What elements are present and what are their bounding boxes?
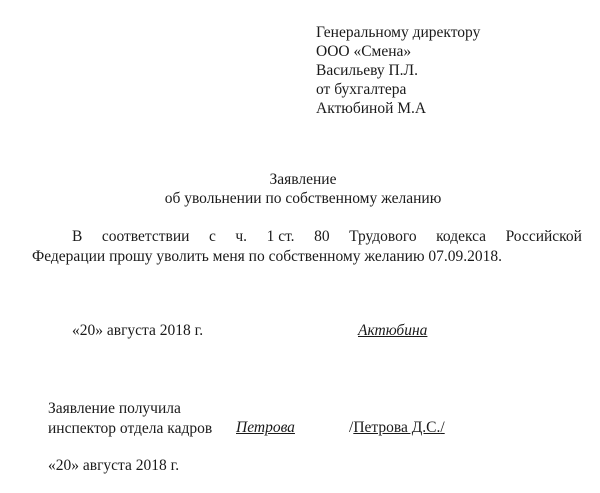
receiver-name-open-slash: / [349, 419, 354, 436]
receiver-name-close-slash: / [440, 419, 445, 436]
receipt-block [48, 399, 212, 439]
body-word: Трудового [349, 228, 417, 245]
sender-position: от бухгалтера [316, 81, 407, 98]
body-paragraph [32, 227, 582, 267]
title-line-1: Заявление [269, 171, 337, 188]
receipt-date: «20» августа 2018 г. [48, 457, 180, 474]
receiver-name [349, 419, 445, 437]
applicant-signature: Актюбина [358, 322, 428, 339]
receipt-line-1: Заявление получила [48, 400, 181, 417]
receiver-name-text: Петрова Д.С. [353, 419, 441, 436]
document-title [0, 170, 600, 208]
body-word: ч. [235, 228, 248, 245]
body-line-1 [32, 227, 582, 247]
title-line-2: об увольнении по собственному желанию [164, 190, 442, 207]
body-word: 80 [314, 228, 330, 245]
body-word: Российской [505, 228, 582, 245]
body-word: В [72, 228, 83, 245]
body-word: кодекса [436, 228, 487, 245]
addressee-company: ООО «Смена» [316, 43, 412, 60]
applicant-date: «20» августа 2018 г. [72, 322, 204, 339]
body-word: соответствии [101, 228, 190, 245]
addressee-name: Васильеву П.Л. [316, 62, 418, 79]
sender-name: Актюбиной М.А [316, 100, 427, 117]
body-line-2: Федерации прошу уволить меня по собственному желанию 07.09.2018. [32, 248, 503, 265]
body-word: 1 ст. [266, 228, 295, 245]
receiver-signature: Петрова [236, 419, 295, 436]
receipt-line-2: инспектор отдела кадров [48, 420, 213, 437]
body-word: с [208, 228, 216, 245]
addressee-block [316, 23, 480, 118]
addressee-position: Генеральному директору [316, 24, 481, 41]
